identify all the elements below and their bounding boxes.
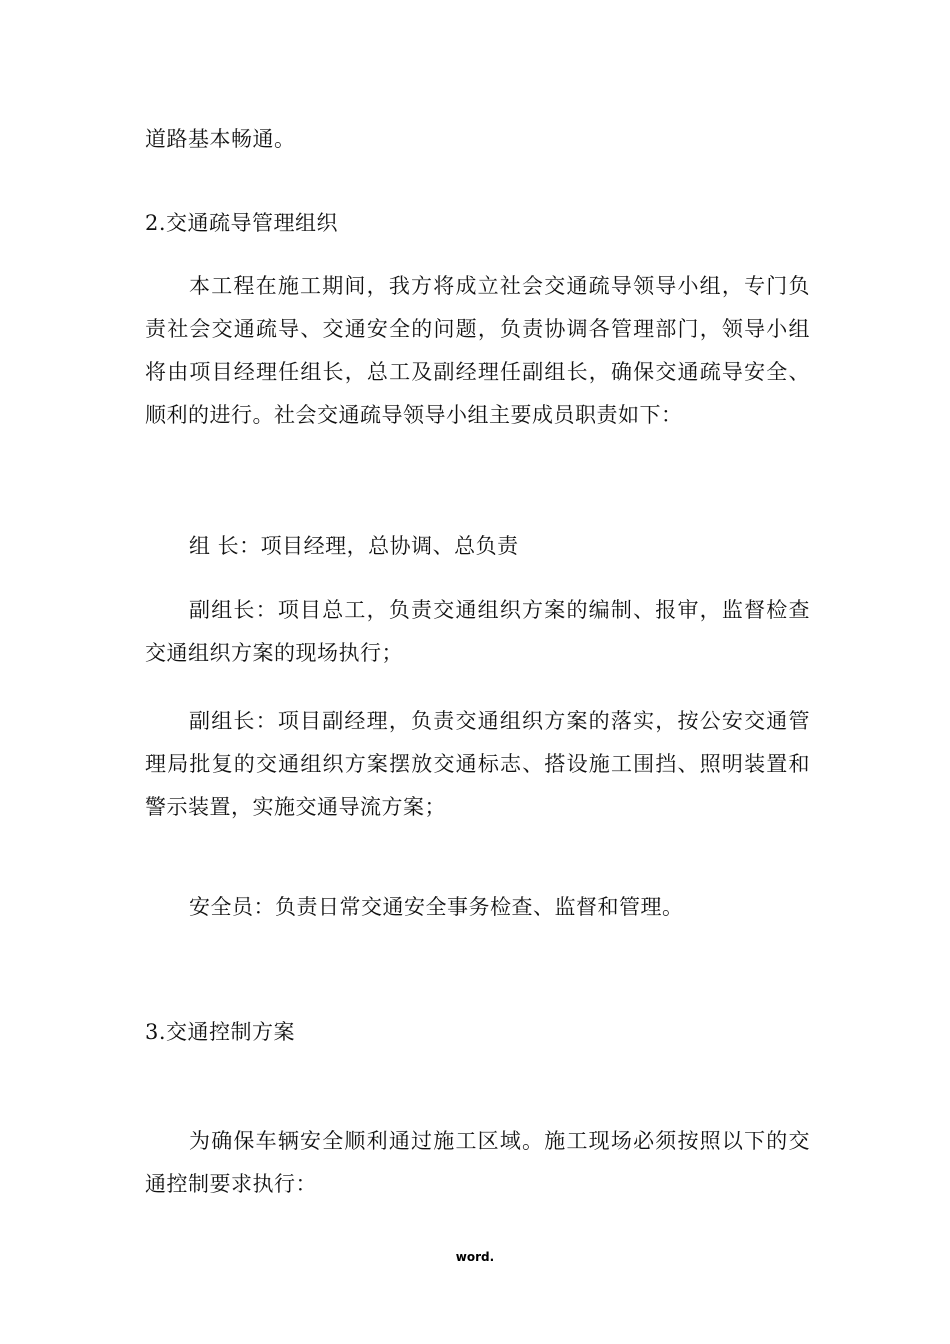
heading-traffic-organization: 2.交通疏导管理组织 bbox=[145, 211, 339, 235]
paragraph-safety-officer: 安全员：负责日常交通安全事务检查、监督和管理。 bbox=[189, 895, 684, 919]
heading-traffic-control: 3.交通控制方案 bbox=[145, 1020, 296, 1044]
page-footer: word. bbox=[455, 1250, 495, 1264]
paragraph-leading-group: 本工程在施工期间，我方将成立社会交通疏导领导小组，专门负责社会交通疏导、交通安全的问题，负责协调各管理部门，领导小组将由项目经理任组长，总工及副经理任副组长，确保交通疏导安全、顺利的进行。社会交通疏导领导小组主要成员职责如下： bbox=[145, 274, 810, 427]
paragraph-deputy-leader-deputy-manager: 副组长：项目副经理，负责交通组织方案的落实，按公安交通管理局批复的交通组织方案摆放交通标志、搭设施工围挡、照明装置和警示装置，实施交通导流方案； bbox=[145, 709, 810, 819]
paragraph-traffic-control-requirements: 为确保车辆安全顺利通过施工区域。施工现场必须按照以下的交通控制要求执行： bbox=[145, 1129, 810, 1196]
paragraph-deputy-leader-chief-engineer: 副组长：项目总工，负责交通组织方案的编制、报审，监督检查交通组织方案的现场执行； bbox=[145, 598, 810, 665]
paragraph-group-leader: 组 长：项目经理，总协调、总负责 bbox=[189, 534, 519, 558]
paragraph-road-clear: 道路基本畅通。 bbox=[145, 127, 296, 151]
